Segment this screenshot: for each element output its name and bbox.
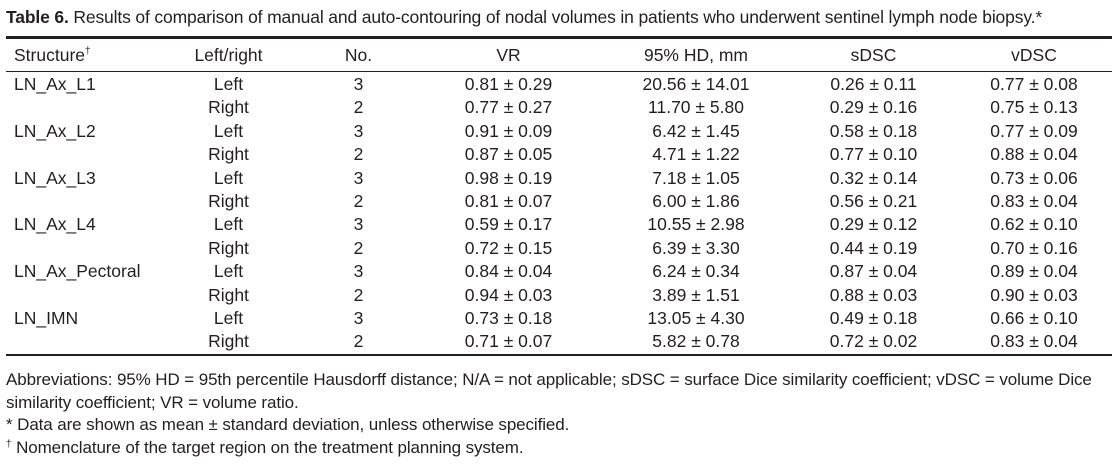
column-header-vdsc: vDSC — [1011, 44, 1057, 65]
cell-hd: 6.39 ± 3.30 — [652, 237, 740, 258]
cell-hd: 6.24 ± 0.34 — [652, 261, 740, 282]
cell-structure — [6, 330, 156, 353]
table-row — [6, 120, 1112, 143]
cell-vdsc: 0.73 ± 0.06 — [990, 167, 1078, 188]
cell-vr: 0.94 ± 0.03 — [464, 284, 553, 305]
table-row — [6, 190, 1112, 213]
cell-vdsc: 0.77 ± 0.08 — [990, 74, 1078, 94]
cell-side: Left — [213, 261, 244, 282]
cell-vr: 0.59 ± 0.17 — [464, 214, 553, 235]
cell-vr: 0.84 ± 0.04 — [464, 261, 553, 282]
table-body — [6, 71, 1112, 354]
cell-hd: 13.05 ± 4.30 — [647, 308, 745, 329]
cell-count: 2 — [353, 144, 364, 165]
cell-structure: LN_Ax_L1 — [14, 74, 96, 94]
cell-structure: LN_Ax_L4 — [14, 214, 96, 235]
cell-sdsc: 0.49 ± 0.18 — [829, 308, 918, 329]
cell-hd: 20.56 ± 14.01 — [642, 74, 750, 94]
cell-count: 3 — [353, 167, 364, 188]
cell-side: Left — [213, 308, 244, 329]
cell-count: 3 — [353, 120, 364, 141]
table-caption-label: Table 6. — [6, 7, 69, 27]
cell-count: 2 — [353, 331, 364, 352]
cell-side: Left — [213, 74, 244, 94]
abbreviations-note: Abbreviations: 95% HD = 95th percentile Hausdorff distance; N/A = not applicable; sDSC = surface Dice similarity coefficient; vDSC = volume Dice similarity coefficient; VR = volume ratio. — [6, 370, 1092, 412]
cell-side: Right — [208, 331, 249, 352]
results-table — [6, 39, 1112, 354]
cell-sdsc: 0.88 ± 0.03 — [829, 284, 918, 305]
table-row — [6, 71, 1112, 96]
table-row — [6, 284, 1112, 307]
nomenclature-note: † Nomenclature of the target region on the treatment planning system. — [6, 437, 524, 457]
table-row — [6, 213, 1112, 236]
cell-count: 3 — [353, 214, 364, 235]
cell-vdsc: 0.77 ± 0.09 — [990, 120, 1078, 141]
cell-vdsc: 0.83 ± 0.04 — [990, 191, 1078, 212]
column-header-side: Left/right — [194, 44, 263, 65]
cell-sdsc: 0.77 ± 0.10 — [829, 144, 918, 165]
cell-sdsc: 0.72 ± 0.02 — [829, 331, 918, 352]
data-format-note: * Data are shown as mean ± standard deviation, unless otherwise specified. — [6, 415, 570, 434]
cell-count: 2 — [353, 237, 364, 258]
cell-structure — [6, 284, 156, 307]
cell-vdsc: 0.83 ± 0.04 — [990, 331, 1078, 352]
cell-count: 3 — [353, 261, 364, 282]
table-caption — [6, 6, 1042, 28]
cell-sdsc: 0.32 ± 0.14 — [829, 167, 918, 188]
column-header-hd: 95% HD, mm — [643, 44, 749, 65]
cell-side: Right — [208, 97, 249, 118]
column-header-vr: VR — [496, 44, 521, 65]
cell-vr: 0.98 ± 0.19 — [464, 167, 553, 188]
cell-vdsc: 0.88 ± 0.04 — [990, 144, 1078, 165]
cell-side: Right — [208, 144, 249, 165]
cell-structure — [6, 237, 156, 260]
cell-structure — [6, 190, 156, 213]
table-row — [6, 167, 1112, 190]
cell-sdsc: 0.29 ± 0.16 — [829, 97, 918, 118]
cell-side: Left — [213, 214, 244, 235]
cell-structure: LN_Ax_Pectoral — [14, 261, 141, 282]
cell-vr: 0.87 ± 0.05 — [464, 144, 553, 165]
table-caption-text: Results of comparison of manual and auto-contouring of nodal volumes in patients who underwent sentinel lymph node biopsy.* — [68, 7, 1043, 27]
cell-vdsc: 0.66 ± 0.10 — [990, 308, 1078, 329]
column-header-no: No. — [344, 44, 373, 65]
table-row — [6, 260, 1112, 283]
cell-vdsc: 0.70 ± 0.16 — [990, 237, 1078, 258]
cell-hd: 6.42 ± 1.45 — [652, 120, 740, 141]
cell-vdsc: 0.75 ± 0.13 — [990, 97, 1078, 118]
cell-vr: 0.72 ± 0.15 — [464, 237, 553, 258]
cell-hd: 7.18 ± 1.05 — [652, 167, 740, 188]
cell-sdsc: 0.44 ± 0.19 — [829, 237, 918, 258]
column-header-structure: Structure† — [14, 44, 91, 65]
table-row — [6, 96, 1112, 119]
cell-count: 2 — [353, 191, 364, 212]
cell-vr: 0.81 ± 0.29 — [464, 74, 553, 94]
cell-structure — [6, 143, 156, 166]
cell-count: 2 — [353, 97, 364, 118]
cell-vr: 0.91 ± 0.09 — [464, 120, 553, 141]
cell-structure — [6, 96, 156, 119]
cell-vdsc: 0.89 ± 0.04 — [990, 261, 1078, 282]
cell-hd: 11.70 ± 5.80 — [648, 97, 744, 118]
table-row — [6, 143, 1112, 166]
cell-sdsc: 0.87 ± 0.04 — [829, 261, 918, 282]
cell-side: Right — [208, 191, 249, 212]
cell-hd: 3.89 ± 1.51 — [652, 284, 740, 305]
cell-count: 3 — [353, 74, 364, 94]
dagger-mark: † — [6, 438, 12, 450]
cell-sdsc: 0.29 ± 0.12 — [829, 214, 918, 235]
cell-vr: 0.77 ± 0.27 — [464, 97, 553, 118]
cell-structure: LN_Ax_L2 — [14, 120, 96, 141]
cell-count: 3 — [353, 308, 364, 329]
cell-hd: 5.82 ± 0.78 — [652, 331, 740, 352]
table-row — [6, 330, 1112, 353]
table-row — [6, 237, 1112, 260]
table-footnotes — [6, 369, 1114, 459]
cell-count: 2 — [353, 284, 364, 305]
cell-side: Right — [208, 284, 249, 305]
cell-structure: LN_Ax_L3 — [14, 167, 96, 188]
cell-structure: LN_IMN — [14, 308, 79, 329]
table-row — [6, 307, 1112, 330]
table-bottom-rule — [6, 354, 1112, 356]
table-header-row — [6, 39, 1112, 71]
cell-sdsc: 0.58 ± 0.18 — [829, 120, 918, 141]
cell-hd: 10.55 ± 2.98 — [647, 214, 745, 235]
cell-side: Left — [213, 120, 244, 141]
cell-hd: 6.00 ± 1.86 — [652, 191, 740, 212]
cell-side: Right — [208, 237, 249, 258]
cell-vr: 0.71 ± 0.07 — [464, 331, 553, 352]
cell-hd: 4.71 ± 1.22 — [652, 144, 740, 165]
cell-vdsc: 0.90 ± 0.03 — [990, 284, 1078, 305]
cell-sdsc: 0.26 ± 0.11 — [830, 74, 917, 94]
cell-sdsc: 0.56 ± 0.21 — [829, 191, 918, 212]
dagger-mark: † — [85, 45, 91, 57]
cell-vr: 0.81 ± 0.07 — [464, 191, 553, 212]
cell-vr: 0.73 ± 0.18 — [464, 308, 553, 329]
cell-side: Left — [213, 167, 244, 188]
cell-vdsc: 0.62 ± 0.10 — [990, 214, 1078, 235]
column-header-sdsc: sDSC — [850, 44, 897, 65]
